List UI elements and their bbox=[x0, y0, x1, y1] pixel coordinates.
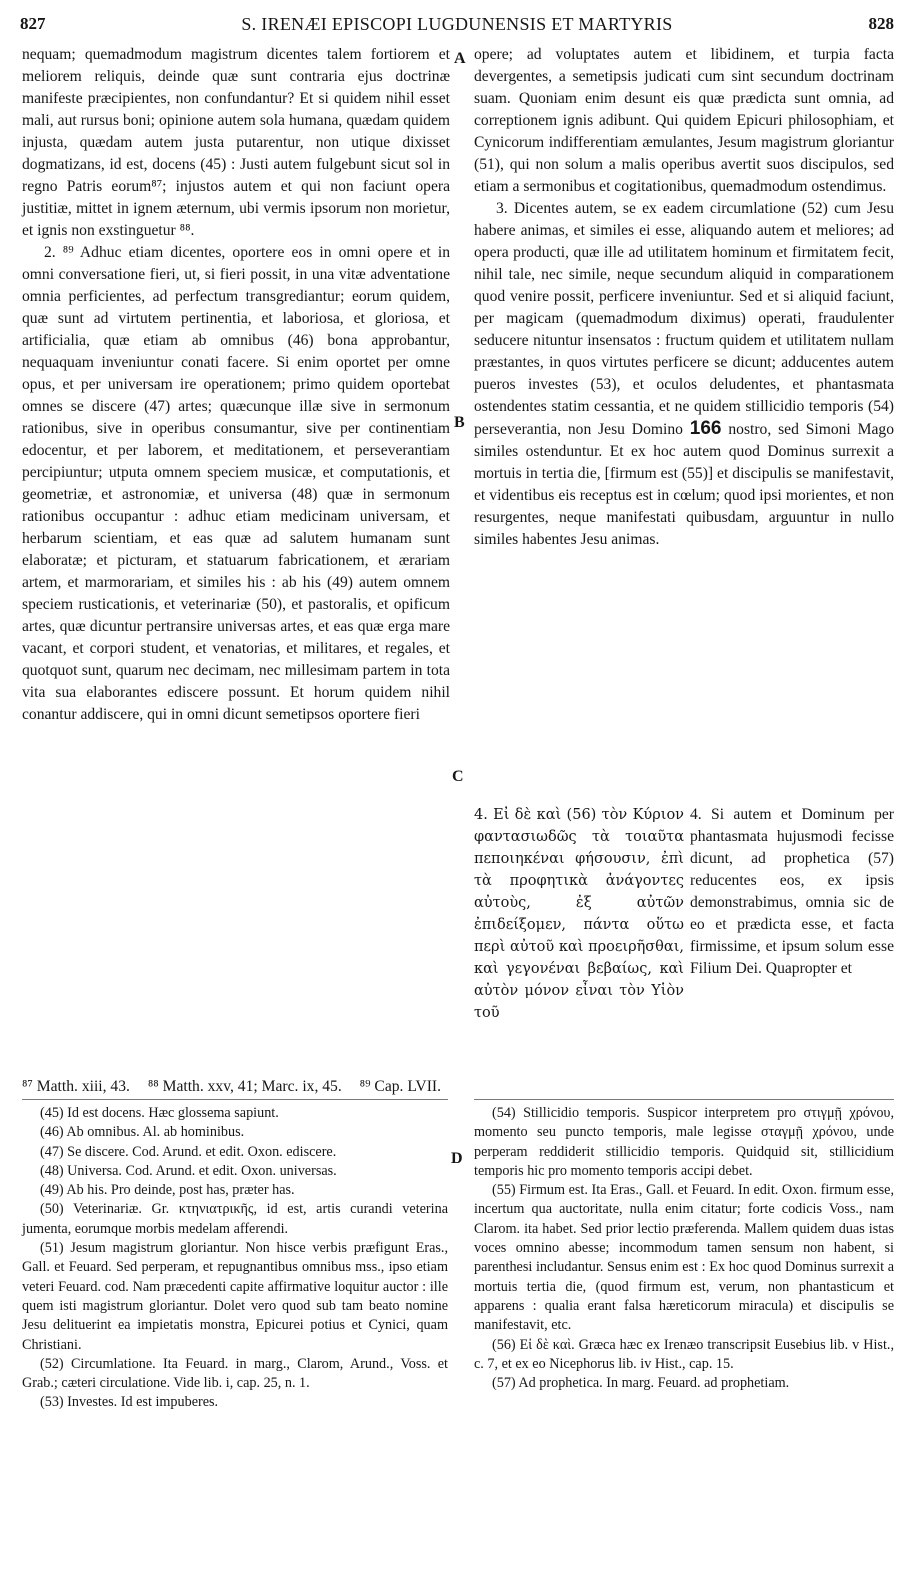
right-paragraph-2 bbox=[474, 198, 894, 551]
notes-divider-left bbox=[22, 1099, 448, 1100]
note-56: (56) Εἰ δὲ καὶ. Græca hæc ex Irenæo transcripsit Eusebius lib. v Hist., c. 7, et ex eo Nicephorus lib. iv Hist., cap. 15. bbox=[474, 1336, 894, 1372]
running-header bbox=[20, 14, 894, 40]
note-52: (52) Circumlatione. Ita Feuard. in marg., Clarom, Arund., Voss. et Grab.; cæteri circulatione. Vide lib. i, cap. 25, n. 1. bbox=[22, 1355, 448, 1392]
latin-translation-column bbox=[690, 804, 894, 980]
note-57: (57) Ad prophetica. In marg. Feuard. ad prophetiam. bbox=[492, 1375, 790, 1392]
greek-paragraph: 4. Εἰ δὲ καὶ (56) τὸν Κύριον φαντασιωδῶς τὰ τοιαῦτα πεποιηκέναι φήσουσιν, ἐπὶ τὰ προφητικὰ ἀνάγοντες αὐτοὺς, ἐξ αὐτῶν ἐπιδείξομεν, πάντα οὕτω περὶ αὐτοῦ καὶ προειρῆσθαι, καὶ γεγονέναι βεβαίως, καὶ αὐτὸν μόνον εἶναι τὸν Υἱὸν τοῦ bbox=[474, 807, 684, 1021]
latin-paragraph-4: 4. Si autem et Dominum per phantasmata hujusmodi fecisse dicunt, ad prophetica (57) reducentes eos, ex ipsis demonstrabimus, omnia sic de eo et prædicta esse, et facta firmissime, et ipsum solum esse Filium Dei. Quapropter et bbox=[690, 806, 894, 977]
scripture-references bbox=[22, 1076, 894, 1098]
right-paragraph-2-start: 3. Dicentes autem, se ex eadem circumlatione (52) cum Jesu habere animas, et similes ei esse, aliquando autem et meliores; ad opera producti, quæ ille ad utilitatem hominum et firmitatem fecit, nihil tale, nec simile, neque secundum aliquid in comparationem quod venire possit, perficere inveniuntur. Sed et si aliquid faciunt, per magicam (quemadmodum diximus) operati, fraudulenter seducere nituntur insensatos : fructum quidem et utilitatem nullam præstantes, in quos virtutes perficere se dicunt; adducentes autem pueros investes (53), et oculos deludentes, et phantasmata ostendentes statim cessantia, et ne quidem stillicidio temporis (54) perseverantia, non Jesu Domino bbox=[474, 200, 894, 438]
note-46: (46) Ab omnibus. Al. ab hominibus. bbox=[40, 1124, 245, 1141]
note-53: (53) Investes. Id est impuberes. bbox=[40, 1394, 219, 1411]
note-54: (54) Stillicidio temporis. Suspicor interpretem pro στιγμῇ χρόνου, momento seu puncto temporis, male legisse σταγμῇ χρόνου, unde perperam reddiderit stillicidio temporis. Quidquid sit, stillicidium temporis hic pro momento temporis accipi debet. bbox=[474, 1105, 894, 1179]
margin-letter-a: A bbox=[454, 50, 466, 67]
page-number-right: 828 bbox=[868, 14, 894, 33]
greek-text-column bbox=[474, 804, 684, 1024]
notes-divider-right bbox=[474, 1099, 894, 1100]
note-48: (48) Universa. Cod. Arund. et edit. Oxon. universas. bbox=[40, 1162, 337, 1179]
right-text-column bbox=[474, 44, 894, 551]
reference-87: ⁸⁷ Matth. xiii, 43. bbox=[22, 1078, 130, 1095]
note-45: (45) Id est docens. Hæc glossema sapiunt. bbox=[40, 1105, 279, 1121]
right-paragraph-2-end: nostro, sed Simoni Mago similes ostenduntur. Et ex hoc autem quod Dominus surrexit a mortuis in tertia die, [firmum est (55)] et discipulis se manifestavit, et videntibus eis receptus est in cœlum; quod ipsi morientes, et non resurgentes, neque manifestati quibusdam, arguuntur in nullo similes habentes Jesu animas. bbox=[474, 421, 894, 548]
left-paragraph-2: 2. ⁸⁹ Adhuc etiam dicentes, oportere eos in omni opere et in omni conversatione fieri, ut, si fieri possit, in una vitæ adventatione omnia perficientes, ad perfectum transgrediantur; eorum quidem, quæ sunt ad virtutem pertinentia, et laboriosa, et gloriosa, et artificialia, quæ etiam ab omnibus (46) bona approbantur, nequaquam inveniuntur conati facere. Si enim oportet per omne opus, et per universam ire operationem; primo quidem oportebat omnes se discere (47) artes; quæcunque illæ sive in sermonum rationibus, sive in operibus consumantur, sive per continentiam edocentur, et per laborem, et meditationem, et perseverantiam percipiuntur; utputa omnem speciem musicæ, et computationis, et geometriæ, et astronomiæ, et universa (48) quæ in sermonum rationibus occupantur : adhuc etiam medicinam universam, et herbarum scientiam, et eas quæ ad salutem humanam sunt elaboratæ; et picturam, et statuarum fabricationem, et ærariam artem, et marmorariam, et similes his : ab his (49) autem omnem speciem rusticationis, et veterinariæ (50), et pastoralis, et opificum artes, quæ dicuntur pertransire universas artes, et eas quæ erga mare vacant, et corpori student, et venatorias, et militares, et regales, et quotquot sunt, quarum nec decimam, nec millesimam partem in tota vita sua elaborantes ediscere possunt. Et horum quidem nihil conantur addiscere, qui in omni dicunt semetipsos oportere fieri bbox=[22, 244, 450, 723]
margin-letter-c: C bbox=[452, 768, 464, 785]
edition-page-number: 166 bbox=[689, 418, 722, 439]
margin-letter-b: B bbox=[454, 414, 465, 431]
note-50: (50) Veterinariæ. Gr. κτηνιατρικῆς, id est, artis curandi veterina jumenta, eorumque morbis medelam afferendi. bbox=[22, 1201, 448, 1237]
margin-letter-d: D bbox=[451, 1150, 463, 1167]
reference-89: ⁸⁹ Cap. LVII. bbox=[359, 1078, 441, 1095]
page-number-left: 827 bbox=[20, 14, 46, 33]
note-49: (49) Ab his. Pro deinde, post has, præter has. bbox=[40, 1182, 295, 1199]
notes-left-column bbox=[22, 1104, 448, 1413]
running-title: S. IRENÆI EPISCOPI LUGDUNENSIS ET MARTYRIS bbox=[241, 14, 673, 34]
note-51: (51) Jesum magistrum gloriantur. Non hisce verbis præfigunt Eras., Gall. et Feuard. Sed perperam, et repugnantibus omnibus mss., ipso etiam veteri Feuard. cod. Nam præcedenti capite affirmative loquitur auctor : ille quem isti magistrum gloriantur. Dolet vero quod sub tam beato nomine Jesu delituerint ea impietatis monstra, Epicurei potius et Cynici, quam Christiani. bbox=[22, 1240, 448, 1353]
notes-right-column bbox=[474, 1104, 894, 1393]
reference-88: ⁸⁸ Matth. xxv, 41; Marc. ix, 45. bbox=[147, 1078, 342, 1095]
left-text-column bbox=[22, 44, 450, 726]
note-55: (55) Firmum est. Ita Eras., Gall. et Feuard. In edit. Oxon. firmum esse, incertum qua auctoritate, nulla enim citatur; forte codicis Voss., nam Clarom. ita habet. Sed prior lectio præferenda. Mallem quidem duas istas voces omnino abesse; incommodum tamen sensum non habent, si parenthesi includantur. Sensus enim est : Ex hoc quod Dominus surrexit a mortuis tertia die, (quod firmum est, verum, non phantasticum et apparens : qualia erant falsa hæreticorum miracula) et discipulis se manifestavit, etc. bbox=[474, 1182, 894, 1334]
right-paragraph-1: opere; ad voluptates autem et libidinem, et turpia facta devergentes, a semetipsis judicati cum sint secundum doctrinam suam. Quoniam enim desunt eis quæ prædicta sunt omnia, ad correptionem ignis adibunt. Qui quidem Epicuri philosophiam, et Cynicorum indifferentiam æmulantes, Jesum magistrum gloriantur (51), qui non solum a malis operibus avertit suos discipulos, sed etiam a sermonibus et cogitationibus, quemadmodum ostendimus. bbox=[474, 46, 894, 195]
left-paragraph-1: nequam; quemadmodum magistrum dicentes talem fortiorem et meliorem reliquis, deinde quæ sunt contraria ejus doctrinæ manifeste præcipientes, non confundantur? Et si quidem nihil esset mali, aut rursus boni; opinione autem sola humana, quædam quidem injusta, quædam autem justa putarentur, non utique dixisset dogmatizans, id est, docens (45) : Justi autem fulgebunt sicut sol in regno Patris eorum⁸⁷; injustos autem et qui non faciunt opera justitiæ, mittet in ignem æternum, ubi vermis ipsorum non morietur, et ignis non exstinguetur ⁸⁸. bbox=[22, 46, 450, 239]
note-47: (47) Se discere. Cod. Arund. et edit. Oxon. ediscere. bbox=[40, 1143, 337, 1160]
